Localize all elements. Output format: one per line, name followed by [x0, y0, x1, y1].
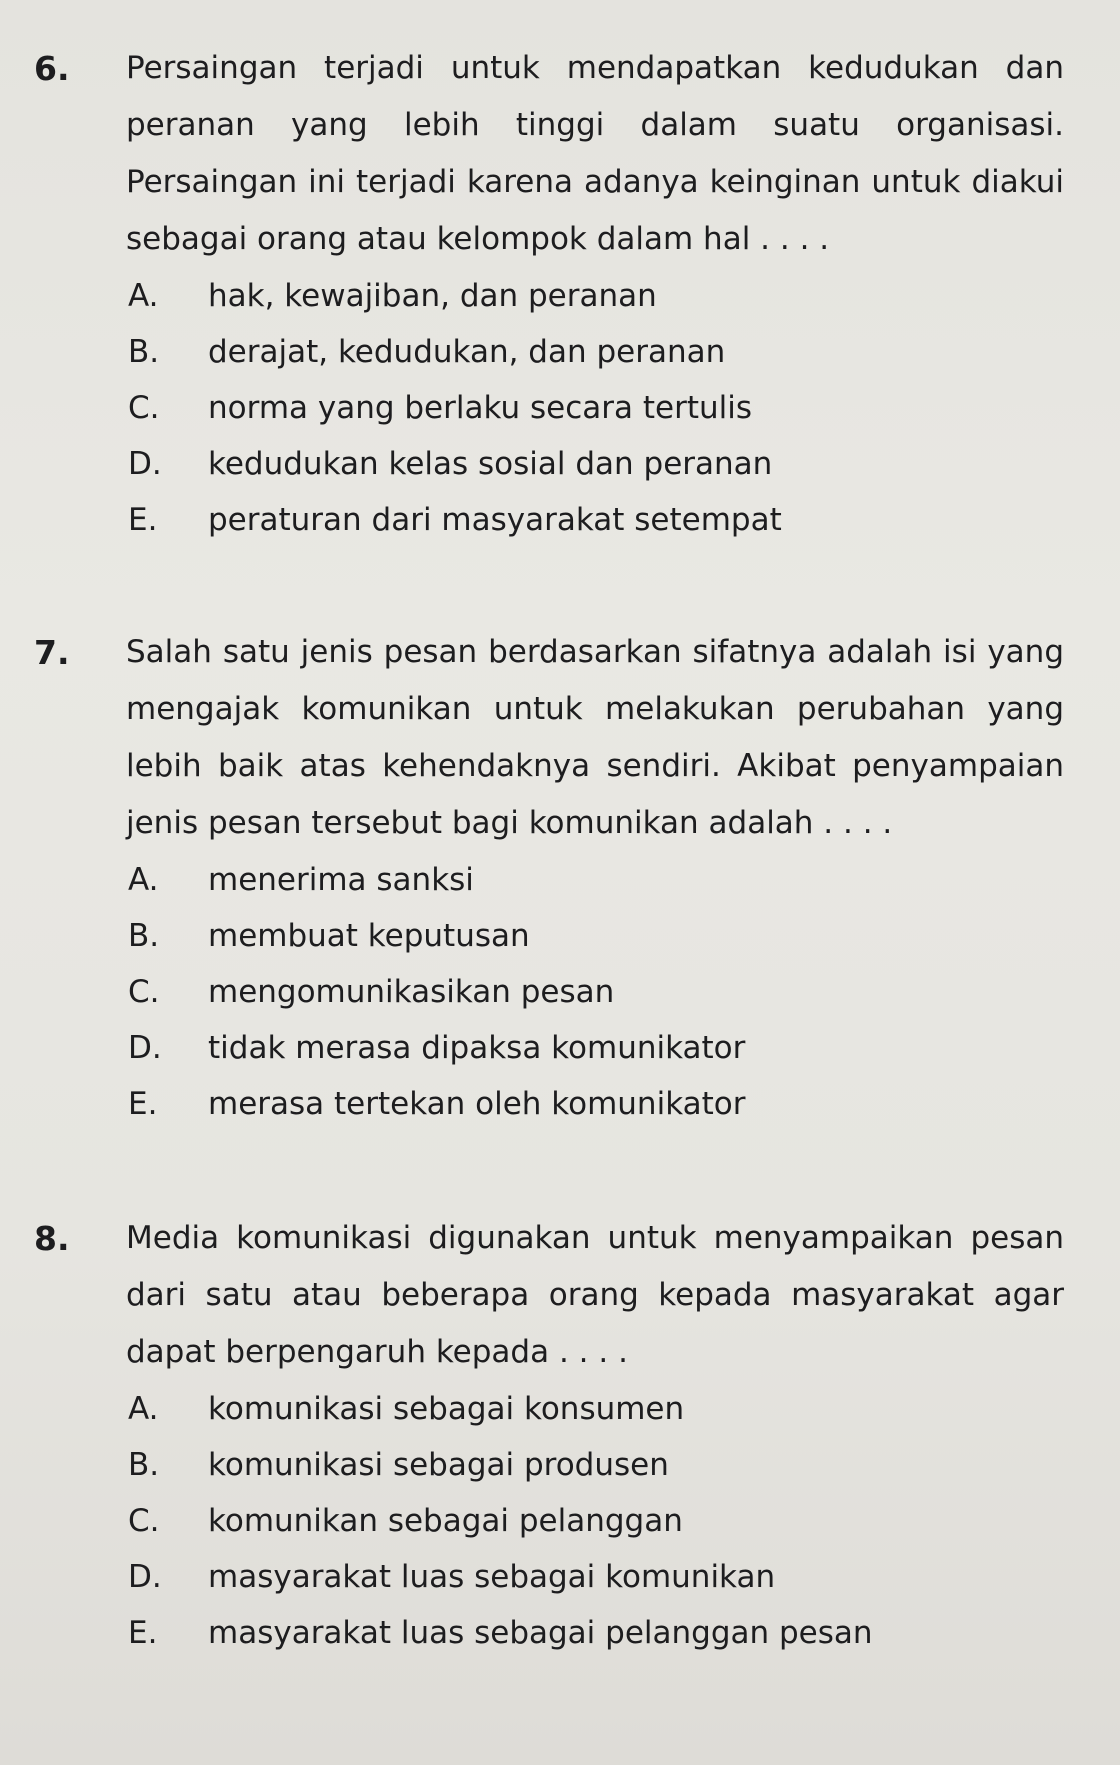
option-list [34, 1381, 1064, 1661]
option-d[interactable] [128, 1020, 1064, 1076]
question-text: Media komunikasi digunakan untuk menyampaikan pesan dari satu atau beberapa orang kepada masyarakat agar dapat berpengaruh kepada . . . . [126, 1220, 1064, 1370]
option-e[interactable] [128, 1076, 1064, 1132]
option-text: merasa tertekan oleh komunikator [208, 1086, 746, 1122]
question-text: Persaingan terjadi untuk mendapatkan kedudukan dan peranan yang lebih tinggi dalam suatu organisasi. Persaingan ini terjadi karena adanya keinginan untuk diakui sebagai orang atau kelompok dalam hal . . . . [126, 50, 1064, 257]
option-list [34, 852, 1064, 1132]
option-list [34, 268, 1064, 548]
option-text: peraturan dari masyarakat setempat [208, 502, 782, 538]
option-text: menerima sanksi [208, 862, 474, 898]
question-number: 8. [34, 1219, 70, 1258]
option-c[interactable] [128, 380, 1064, 436]
option-d[interactable] [128, 1549, 1064, 1605]
option-text: derajat, kedudukan, dan peranan [208, 334, 726, 370]
option-b[interactable] [128, 1437, 1064, 1493]
option-letter: E. [128, 1615, 158, 1651]
option-letter: C. [128, 390, 160, 426]
option-letter: C. [128, 1503, 160, 1539]
option-letter: E. [128, 502, 158, 538]
question-number: 7. [34, 633, 70, 672]
option-letter: D. [128, 446, 162, 482]
option-e[interactable] [128, 1605, 1064, 1661]
option-c[interactable] [128, 1493, 1064, 1549]
option-letter: A. [128, 278, 159, 314]
option-letter: A. [128, 1391, 159, 1427]
option-letter: B. [128, 334, 160, 370]
option-letter: D. [128, 1030, 162, 1066]
option-a[interactable] [128, 1381, 1064, 1437]
option-c[interactable] [128, 964, 1064, 1020]
option-text: hak, kewajiban, dan peranan [208, 278, 657, 314]
option-text: komunikan sebagai pelanggan [208, 1503, 683, 1539]
option-b[interactable] [128, 324, 1064, 380]
option-text: masyarakat luas sebagai komunikan [208, 1559, 776, 1595]
option-text: norma yang berlaku secara tertulis [208, 390, 752, 426]
option-letter: B. [128, 918, 160, 954]
question-7 [34, 624, 1064, 1132]
question-text: Salah satu jenis pesan berdasarkan sifatnya adalah isi yang mengajak komunikan untuk melakukan perubahan yang lebih baik atas kehendaknya sendiri. Akibat penyampaian jenis pesan tersebut bagi komunikan adalah . . . . [126, 634, 1064, 841]
option-letter: A. [128, 862, 159, 898]
option-letter: B. [128, 1447, 160, 1483]
option-text: tidak merasa dipaksa komunikator [208, 1030, 746, 1066]
option-text: masyarakat luas sebagai pelanggan pesan [208, 1615, 873, 1651]
option-letter: E. [128, 1086, 158, 1122]
option-text: komunikasi sebagai konsumen [208, 1391, 685, 1427]
option-letter: C. [128, 974, 160, 1010]
option-e[interactable] [128, 492, 1064, 548]
option-text: kedudukan kelas sosial dan peranan [208, 446, 773, 482]
option-d[interactable] [128, 436, 1064, 492]
option-letter: D. [128, 1559, 162, 1595]
option-text: komunikasi sebagai produsen [208, 1447, 669, 1483]
option-a[interactable] [128, 268, 1064, 324]
option-text: membuat keputusan [208, 918, 530, 954]
question-8 [34, 1210, 1064, 1661]
question-number: 6. [34, 49, 70, 88]
option-b[interactable] [128, 908, 1064, 964]
option-a[interactable] [128, 852, 1064, 908]
question-6 [34, 40, 1064, 548]
option-text: mengomunikasikan pesan [208, 974, 615, 1010]
